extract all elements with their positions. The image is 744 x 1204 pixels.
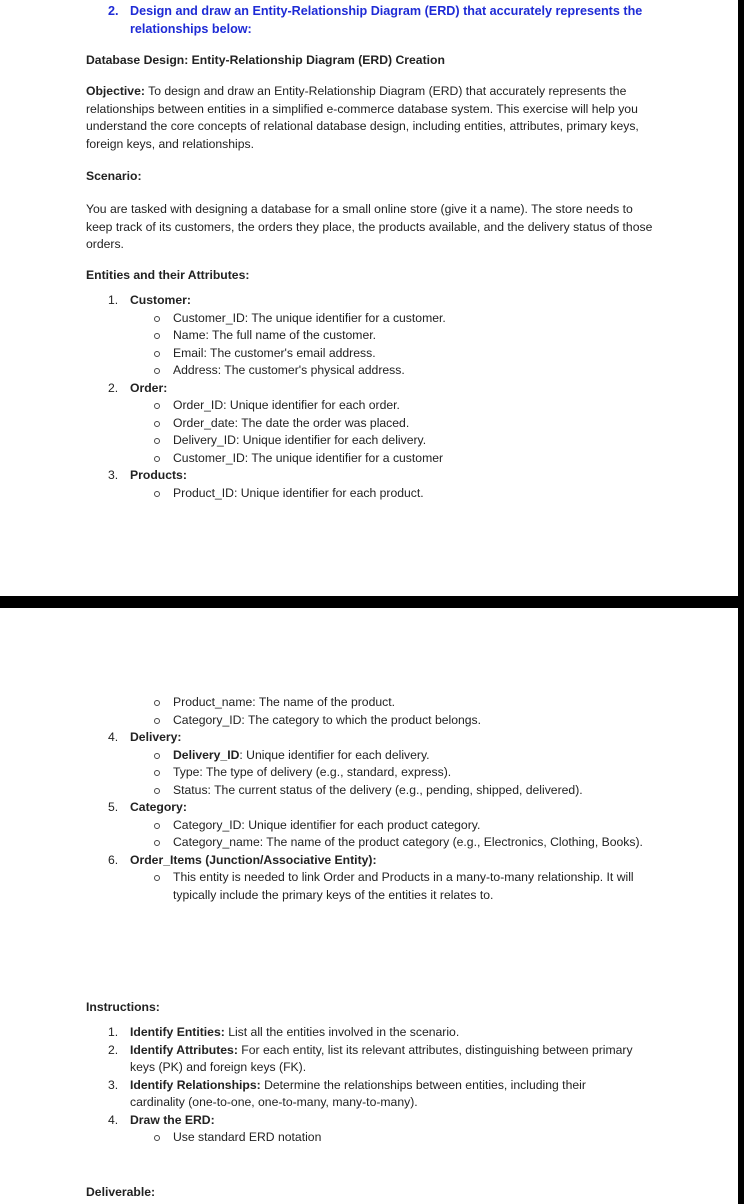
entity-delivery bbox=[108, 729, 708, 747]
entity-name: Customer: bbox=[130, 293, 191, 307]
instruction-item bbox=[108, 1077, 638, 1112]
list-item: Customer_ID: The unique identifier for a customer bbox=[151, 450, 708, 468]
list-item: Use standard ERD notation bbox=[151, 1129, 638, 1147]
instruction-title: Identify Entities: bbox=[130, 1025, 225, 1039]
list-item: Customer_ID: The unique identifier for a customer. bbox=[151, 310, 708, 328]
entity-number: 3. bbox=[108, 468, 119, 482]
entity-number: 6. bbox=[108, 852, 119, 867]
delivery-attributes bbox=[151, 747, 708, 800]
list-item: Order_date: The date the order was placed. bbox=[151, 415, 708, 433]
entity-customer bbox=[108, 292, 708, 310]
instruction-text: List all the entities involved in the scenario. bbox=[224, 1025, 460, 1039]
delivery-id-key: Delivery_ID bbox=[173, 747, 240, 762]
entity-number: 1. bbox=[108, 293, 119, 307]
instruction-number: 1. bbox=[108, 1025, 119, 1039]
entity-name: Delivery: bbox=[130, 730, 182, 744]
instruction-number: 3. bbox=[108, 1077, 119, 1092]
list-item: Status: The current status of the delivery (e.g., pending, shipped, delivered). bbox=[151, 782, 708, 800]
list-item: Name: The full name of the customer. bbox=[151, 327, 708, 345]
entity-number: 2. bbox=[108, 380, 119, 395]
instructions-list bbox=[108, 1024, 638, 1147]
instruction-number: 4. bbox=[108, 1112, 119, 1127]
list-item bbox=[151, 747, 708, 765]
entity-order-items bbox=[108, 852, 708, 870]
list-item: Order_ID: Unique identifier for each order. bbox=[151, 397, 708, 415]
entity-order bbox=[108, 380, 708, 398]
products-attributes bbox=[151, 485, 708, 503]
entity-name: Category: bbox=[130, 800, 187, 814]
instruction-text: For each entity, list its relevant attributes, distinguishing between primary keys (PK) and foreign keys (FK). bbox=[130, 1042, 633, 1074]
objective-text: To design and draw an Entity-Relationship Diagram (ERD) that accurately represents the relationships between entities in a simplified e-commerce database system. This exercise will help you understand the core concepts of relational database design, including entities, attributes, primary keys, foreign keys, and relationships. bbox=[86, 84, 639, 151]
list-item: Product_ID: Unique identifier for each product. bbox=[151, 485, 708, 503]
objective-label: Objective: bbox=[86, 84, 145, 98]
objective-paragraph bbox=[86, 83, 656, 153]
list-item: Delivery_ID: Unique identifier for each delivery. bbox=[151, 432, 708, 450]
list-item: Category_ID: Unique identifier for each product category. bbox=[151, 817, 708, 835]
entity-products bbox=[108, 467, 708, 485]
entity-name: Order_Items (Junction/Associative Entity): bbox=[130, 852, 377, 867]
instruction-title: Draw the ERD: bbox=[130, 1112, 215, 1127]
entity-name: Order: bbox=[130, 380, 168, 395]
instruction-title: Identify Attributes: bbox=[130, 1042, 238, 1057]
deliverable-heading: Deliverable: bbox=[86, 1185, 156, 1199]
question-heading bbox=[108, 2, 668, 38]
entity-list-continued bbox=[108, 694, 708, 904]
scenario-label: Scenario: bbox=[86, 169, 142, 183]
document-page-2 bbox=[0, 608, 738, 1204]
instruction-item bbox=[108, 1042, 638, 1077]
question-number: 2. bbox=[108, 4, 119, 18]
document-page-1 bbox=[0, 0, 738, 596]
entity-number: 5. bbox=[108, 800, 119, 814]
instruction-title: Identify Relationships: bbox=[130, 1077, 261, 1092]
entity-name: Products: bbox=[130, 468, 187, 482]
instruction-item bbox=[108, 1024, 638, 1042]
instruction-text: Determine the relationships between entities, including their cardinality (one-to-one, one-to-many, many-to-many). bbox=[130, 1077, 586, 1109]
instruction-number: 2. bbox=[108, 1042, 119, 1057]
scenario-text: You are tasked with designing a database for a small online store (give it a name). The store needs to keep track of its customers, the orders they place, the products available, and the delivery status of those orders. bbox=[86, 202, 653, 251]
products-attributes-continued bbox=[151, 694, 708, 729]
category-attributes bbox=[151, 817, 708, 852]
instruction-item bbox=[108, 1112, 638, 1130]
erd-sub-list bbox=[151, 1129, 638, 1147]
list-item: Email: The customer's email address. bbox=[151, 345, 708, 363]
entity-category bbox=[108, 799, 708, 817]
section-title: Database Design: Entity-Relationship Diagram (ERD) Creation bbox=[86, 53, 445, 67]
list-item: Type: The type of delivery (e.g., standard, express). bbox=[151, 764, 708, 782]
list-item: Category_name: The name of the product category (e.g., Electronics, Clothing, Books). bbox=[151, 834, 643, 852]
order-attributes bbox=[151, 397, 708, 467]
list-item: Category_ID: The category to which the product belongs. bbox=[151, 712, 708, 730]
entity-list bbox=[108, 292, 708, 502]
entities-heading: Entities and their Attributes: bbox=[86, 268, 250, 282]
order-items-attributes bbox=[151, 869, 708, 904]
entity-number: 4. bbox=[108, 730, 119, 744]
delivery-id-desc: : Unique identifier for each delivery. bbox=[239, 747, 430, 762]
customer-attributes bbox=[151, 310, 708, 380]
question-text: Design and draw an Entity-Relationship Diagram (ERD) that accurately represents the relationships below: bbox=[130, 4, 643, 36]
instructions-heading: Instructions: bbox=[86, 1000, 160, 1014]
list-item: Address: The customer's physical address. bbox=[151, 362, 708, 380]
list-item: Product_name: The name of the product. bbox=[151, 694, 708, 712]
list-item: This entity is needed to link Order and Products in a many-to-many relationship. It will typically include the primary keys of the entities it relates to. bbox=[151, 869, 653, 904]
